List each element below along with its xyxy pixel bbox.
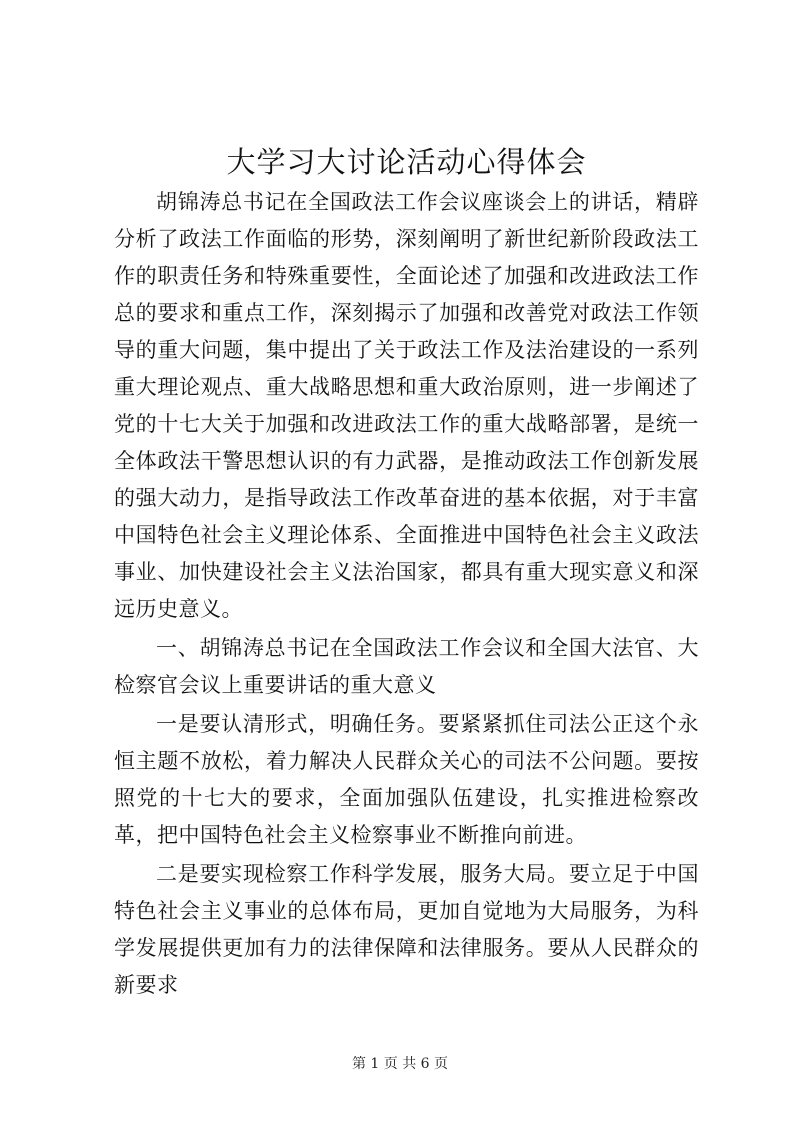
paragraph-point-one: 一是要认清形式，明确任务。要紧紧抓住司法公正这个永恒主题不放松，着力解决人民群众关心的司法不公问题。要按照党的十七大的要求，全面加强队伍建设，扎实推进检察改革，把中国特色社会主义检察事业不断推向前进。 bbox=[114, 712, 699, 847]
paragraph-point-two: 二是要实现检察工作科学发展，服务大局。要立足于中国特色社会主义事业的总体布局，更加自觉地为大局服务，为科学发展提供更加有力的法律保障和法律服务。要从人民群众的新要求 bbox=[114, 862, 699, 997]
document-title: 大学习大讨论活动心得体会 bbox=[226, 145, 587, 179]
paragraph-intro: 胡锦涛总书记在全国政法工作会议座谈会上的讲话，精辟分析了政法工作面临的形势，深刻阐明了新世纪新阶段政法工作的职责任务和特殊重要性，全面论述了加强和改进政法工作总的要求和重点工作，深刻揭示了加强和改善党对政法工作领导的重大问题，集中提出了关于政法工作及法治建设的一系列重大理论观点、重大战略思想和重大政治原则，进一步阐述了党的十七大关于加强和改进政法工作的重大战略部署，是统一全体政法干警思想认识的有力武器，是推动政法工作创新发展的强大动力，是指导政法工作改革奋进的基本依据，对于丰富中国特色社会主义理论体系、全面推进中国特色社会主义政法事业、加快建设社会主义法治国家，都具有重大现实意义和深远历史意义。 bbox=[114, 190, 699, 621]
document-page bbox=[114, 140, 699, 1006]
page-footer: 第 1 页 共 6 页 bbox=[351, 1056, 449, 1072]
paragraph-section-heading: 一、胡锦涛总书记在全国政法工作会议和全国大法官、大检察官会议上重要讲话的重大意义 bbox=[114, 636, 699, 697]
